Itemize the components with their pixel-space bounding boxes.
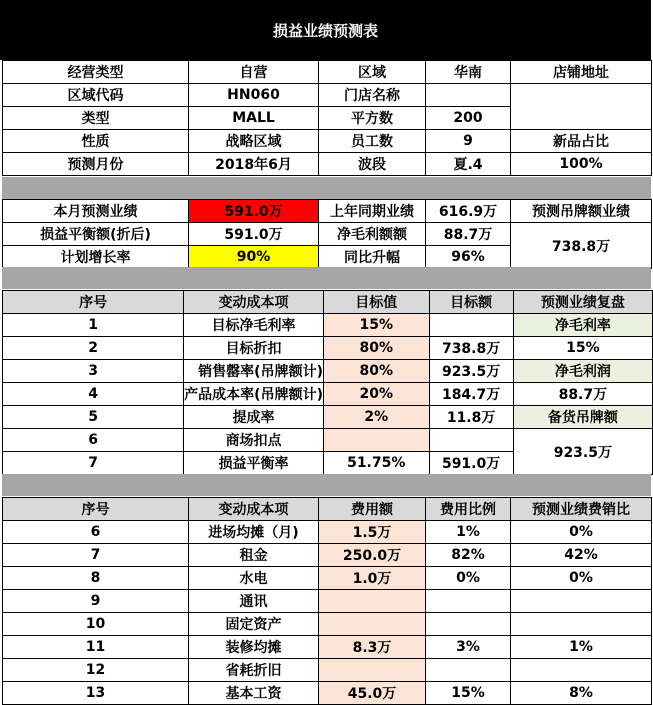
info-value[interactable]: 100% — [511, 153, 652, 176]
table-row — [3, 636, 652, 659]
expense-amount[interactable]: 8.3万 — [319, 636, 426, 659]
target-value[interactable]: 51.75% — [323, 452, 429, 475]
table-row — [3, 360, 653, 383]
forecast-value[interactable]: 616.9万 — [426, 200, 511, 223]
separator-band — [2, 177, 651, 199]
review-value[interactable]: 88.7万 — [513, 383, 652, 406]
expense-amount[interactable]: 250.0万 — [319, 544, 426, 567]
forecast-value[interactable]: 96% — [426, 246, 511, 269]
row-number[interactable]: 6 — [3, 429, 184, 452]
separator-band — [2, 267, 651, 289]
cost-item[interactable]: 提成率 — [184, 406, 324, 429]
table-row — [3, 544, 652, 567]
info-value[interactable]: 战略区域 — [189, 130, 319, 153]
column-header[interactable]: 费用额 — [319, 498, 426, 521]
target-amount[interactable] — [429, 314, 513, 337]
cost-item[interactable]: 省耗折旧 — [189, 659, 319, 682]
expense-ratio[interactable]: 15% — [426, 682, 511, 705]
target-value[interactable]: 80% — [323, 337, 429, 360]
info-label[interactable]: 店铺地址 — [511, 61, 652, 84]
column-header[interactable]: 预测业绩费销比 — [511, 498, 652, 521]
info-value[interactable]: HN060 — [189, 84, 319, 107]
row-number[interactable]: 11 — [3, 636, 189, 659]
table-row — [3, 590, 652, 613]
column-header[interactable]: 序号 — [3, 498, 189, 521]
info-value[interactable]: 夏.4 — [426, 153, 511, 176]
info-label[interactable]: 区域代码 — [3, 84, 189, 107]
row-number[interactable]: 7 — [3, 544, 189, 567]
table-row — [3, 130, 652, 153]
table-row — [3, 200, 652, 223]
info-label[interactable]: 预测月份 — [3, 153, 189, 176]
table-row — [3, 337, 653, 360]
cost-item[interactable]: 商场扣点 — [184, 429, 324, 452]
row-number[interactable]: 13 — [3, 682, 189, 705]
info-value[interactable]: 200 — [426, 107, 511, 130]
cost-table — [2, 290, 653, 475]
review-label[interactable]: 备货吊牌额 — [513, 406, 652, 429]
table-header-row — [3, 498, 652, 521]
target-value[interactable]: 15% — [323, 314, 429, 337]
store-info-table — [2, 60, 652, 176]
target-value[interactable] — [323, 429, 429, 452]
info-label[interactable]: 经营类型 — [3, 61, 189, 84]
expense-sales-ratio[interactable]: 0% — [511, 521, 652, 544]
info-value[interactable]: 华南 — [426, 61, 511, 84]
review-label[interactable]: 净毛利润 — [513, 360, 652, 383]
info-label[interactable]: 新品占比 — [511, 130, 652, 153]
expense-amount[interactable] — [319, 659, 426, 682]
cost-item[interactable]: 损益平衡率 — [184, 452, 324, 475]
expense-amount[interactable] — [319, 590, 426, 613]
info-value[interactable]: MALL — [189, 107, 319, 130]
expense-sales-ratio[interactable]: 1% — [511, 636, 652, 659]
column-header[interactable]: 预测业绩复盘 — [513, 291, 652, 314]
row-number[interactable]: 12 — [3, 659, 189, 682]
target-amount[interactable]: 184.7万 — [429, 383, 513, 406]
cost-item[interactable]: 通讯 — [189, 590, 319, 613]
table-row — [3, 61, 652, 84]
column-header[interactable]: 费用比例 — [426, 498, 511, 521]
row-number[interactable]: 7 — [3, 452, 184, 475]
column-header[interactable]: 序号 — [3, 291, 184, 314]
cost-item[interactable] — [184, 383, 324, 406]
row-number[interactable]: 2 — [3, 337, 184, 360]
forecast-label[interactable]: 上年同期业绩 — [319, 200, 426, 223]
info-label[interactable]: 平方数 — [319, 107, 426, 130]
expense-sales-ratio[interactable] — [511, 613, 652, 636]
info-label[interactable]: 性质 — [3, 130, 189, 153]
expense-table — [2, 497, 652, 705]
expense-sales-ratio[interactable]: 42% — [511, 544, 652, 567]
table-row — [3, 682, 652, 705]
forecast-value[interactable]: 591.0万 — [189, 223, 319, 246]
expense-ratio[interactable] — [426, 590, 511, 613]
cost-item[interactable] — [184, 360, 324, 383]
target-amount[interactable]: 591.0万 — [429, 452, 513, 475]
row-number[interactable]: 9 — [3, 590, 189, 613]
target-value[interactable]: 80% — [323, 360, 429, 383]
target-amount[interactable]: 923.5万 — [429, 360, 513, 383]
row-number[interactable]: 6 — [3, 521, 189, 544]
forecast-label[interactable]: 损益平衡额(折后) — [3, 223, 189, 246]
info-label[interactable]: 波段 — [319, 153, 426, 176]
cost-item-text: 销售罄率(吊牌额计) — [198, 364, 323, 380]
expense-ratio[interactable]: 1% — [426, 521, 511, 544]
expense-amount[interactable]: 1.5万 — [319, 521, 426, 544]
cost-item[interactable]: 固定资产 — [189, 613, 319, 636]
separator-band — [2, 474, 651, 496]
column-header[interactable]: 变动成本项 — [184, 291, 324, 314]
forecast-label[interactable]: 本月预测业绩 — [3, 200, 189, 223]
column-header[interactable]: 变动成本项 — [189, 498, 319, 521]
column-header[interactable]: 目标值 — [323, 291, 429, 314]
table-row — [3, 521, 652, 544]
forecast-table — [2, 199, 652, 269]
review-label[interactable]: 净毛利率 — [513, 314, 652, 337]
store-address-value[interactable] — [511, 84, 652, 130]
expense-ratio[interactable] — [426, 613, 511, 636]
expense-sales-ratio[interactable] — [511, 590, 652, 613]
table-row — [3, 406, 653, 429]
expense-ratio[interactable]: 3% — [426, 636, 511, 659]
cost-item[interactable]: 基本工资 — [189, 682, 319, 705]
forecast-label[interactable]: 预测吊牌额业绩 — [511, 200, 652, 223]
info-label[interactable]: 门店名称 — [319, 84, 426, 107]
info-label[interactable]: 员工数 — [319, 130, 426, 153]
target-value[interactable]: 2% — [323, 406, 429, 429]
expense-sales-ratio[interactable] — [511, 659, 652, 682]
table-row — [3, 153, 652, 176]
column-header[interactable]: 目标额 — [429, 291, 513, 314]
target-value[interactable]: 20% — [323, 383, 429, 406]
row-number[interactable]: 3 — [3, 360, 184, 383]
cost-item[interactable]: 目标净毛利率 — [184, 314, 324, 337]
cost-item[interactable]: 进场均摊（月) — [189, 521, 319, 544]
info-value[interactable] — [426, 84, 511, 107]
forecast-label[interactable]: 净毛利额额 — [319, 223, 426, 246]
expense-ratio[interactable]: 0% — [426, 567, 511, 590]
cost-item[interactable]: 装修均摊 — [189, 636, 319, 659]
table-row — [3, 314, 653, 337]
table-row — [3, 84, 652, 107]
forecast-value[interactable]: 88.7万 — [426, 223, 511, 246]
expense-sales-ratio[interactable]: 8% — [511, 682, 652, 705]
row-number[interactable]: 5 — [3, 406, 184, 429]
info-value[interactable]: 自营 — [189, 61, 319, 84]
monthly-forecast-value[interactable]: 591.0万 — [189, 200, 319, 223]
stock-tag-value[interactable]: 923.5万 — [513, 429, 652, 475]
forecast-label[interactable]: 计划增长率 — [3, 246, 189, 269]
tag-forecast-value[interactable]: 738.8万 — [511, 223, 652, 269]
info-value[interactable]: 2018年6月 — [189, 153, 319, 176]
row-number[interactable]: 4 — [3, 383, 184, 406]
row-number[interactable]: 10 — [3, 613, 189, 636]
cost-item[interactable]: 水电 — [189, 567, 319, 590]
info-label[interactable]: 类型 — [3, 107, 189, 130]
row-number[interactable]: 1 — [3, 314, 184, 337]
table-header-row — [3, 291, 653, 314]
expense-ratio[interactable]: 82% — [426, 544, 511, 567]
expense-ratio[interactable] — [426, 659, 511, 682]
table-row — [3, 613, 652, 636]
table-row — [3, 383, 653, 406]
cost-item-text: 产品成本率(吊牌额计) — [184, 387, 323, 403]
row-number[interactable]: 8 — [3, 567, 189, 590]
cost-item[interactable]: 租金 — [189, 544, 319, 567]
info-label[interactable]: 区域 — [319, 61, 426, 84]
cost-item[interactable]: 目标折扣 — [184, 337, 324, 360]
expense-amount[interactable] — [319, 613, 426, 636]
target-amount[interactable] — [429, 429, 513, 452]
target-amount[interactable]: 738.8万 — [429, 337, 513, 360]
target-amount[interactable]: 11.8万 — [429, 406, 513, 429]
expense-amount[interactable]: 45.0万 — [319, 682, 426, 705]
table-row — [3, 659, 652, 682]
table-row — [3, 223, 652, 246]
review-value[interactable]: 15% — [513, 337, 652, 360]
sheet-title: 损益业绩预测表 — [0, 0, 651, 60]
info-value[interactable]: 9 — [426, 130, 511, 153]
table-row — [3, 567, 652, 590]
table-row — [3, 429, 653, 452]
growth-rate-value[interactable]: 90% — [189, 246, 319, 269]
forecast-label[interactable]: 同比升幅 — [319, 246, 426, 269]
expense-amount[interactable]: 1.0万 — [319, 567, 426, 590]
expense-sales-ratio[interactable]: 0% — [511, 567, 652, 590]
